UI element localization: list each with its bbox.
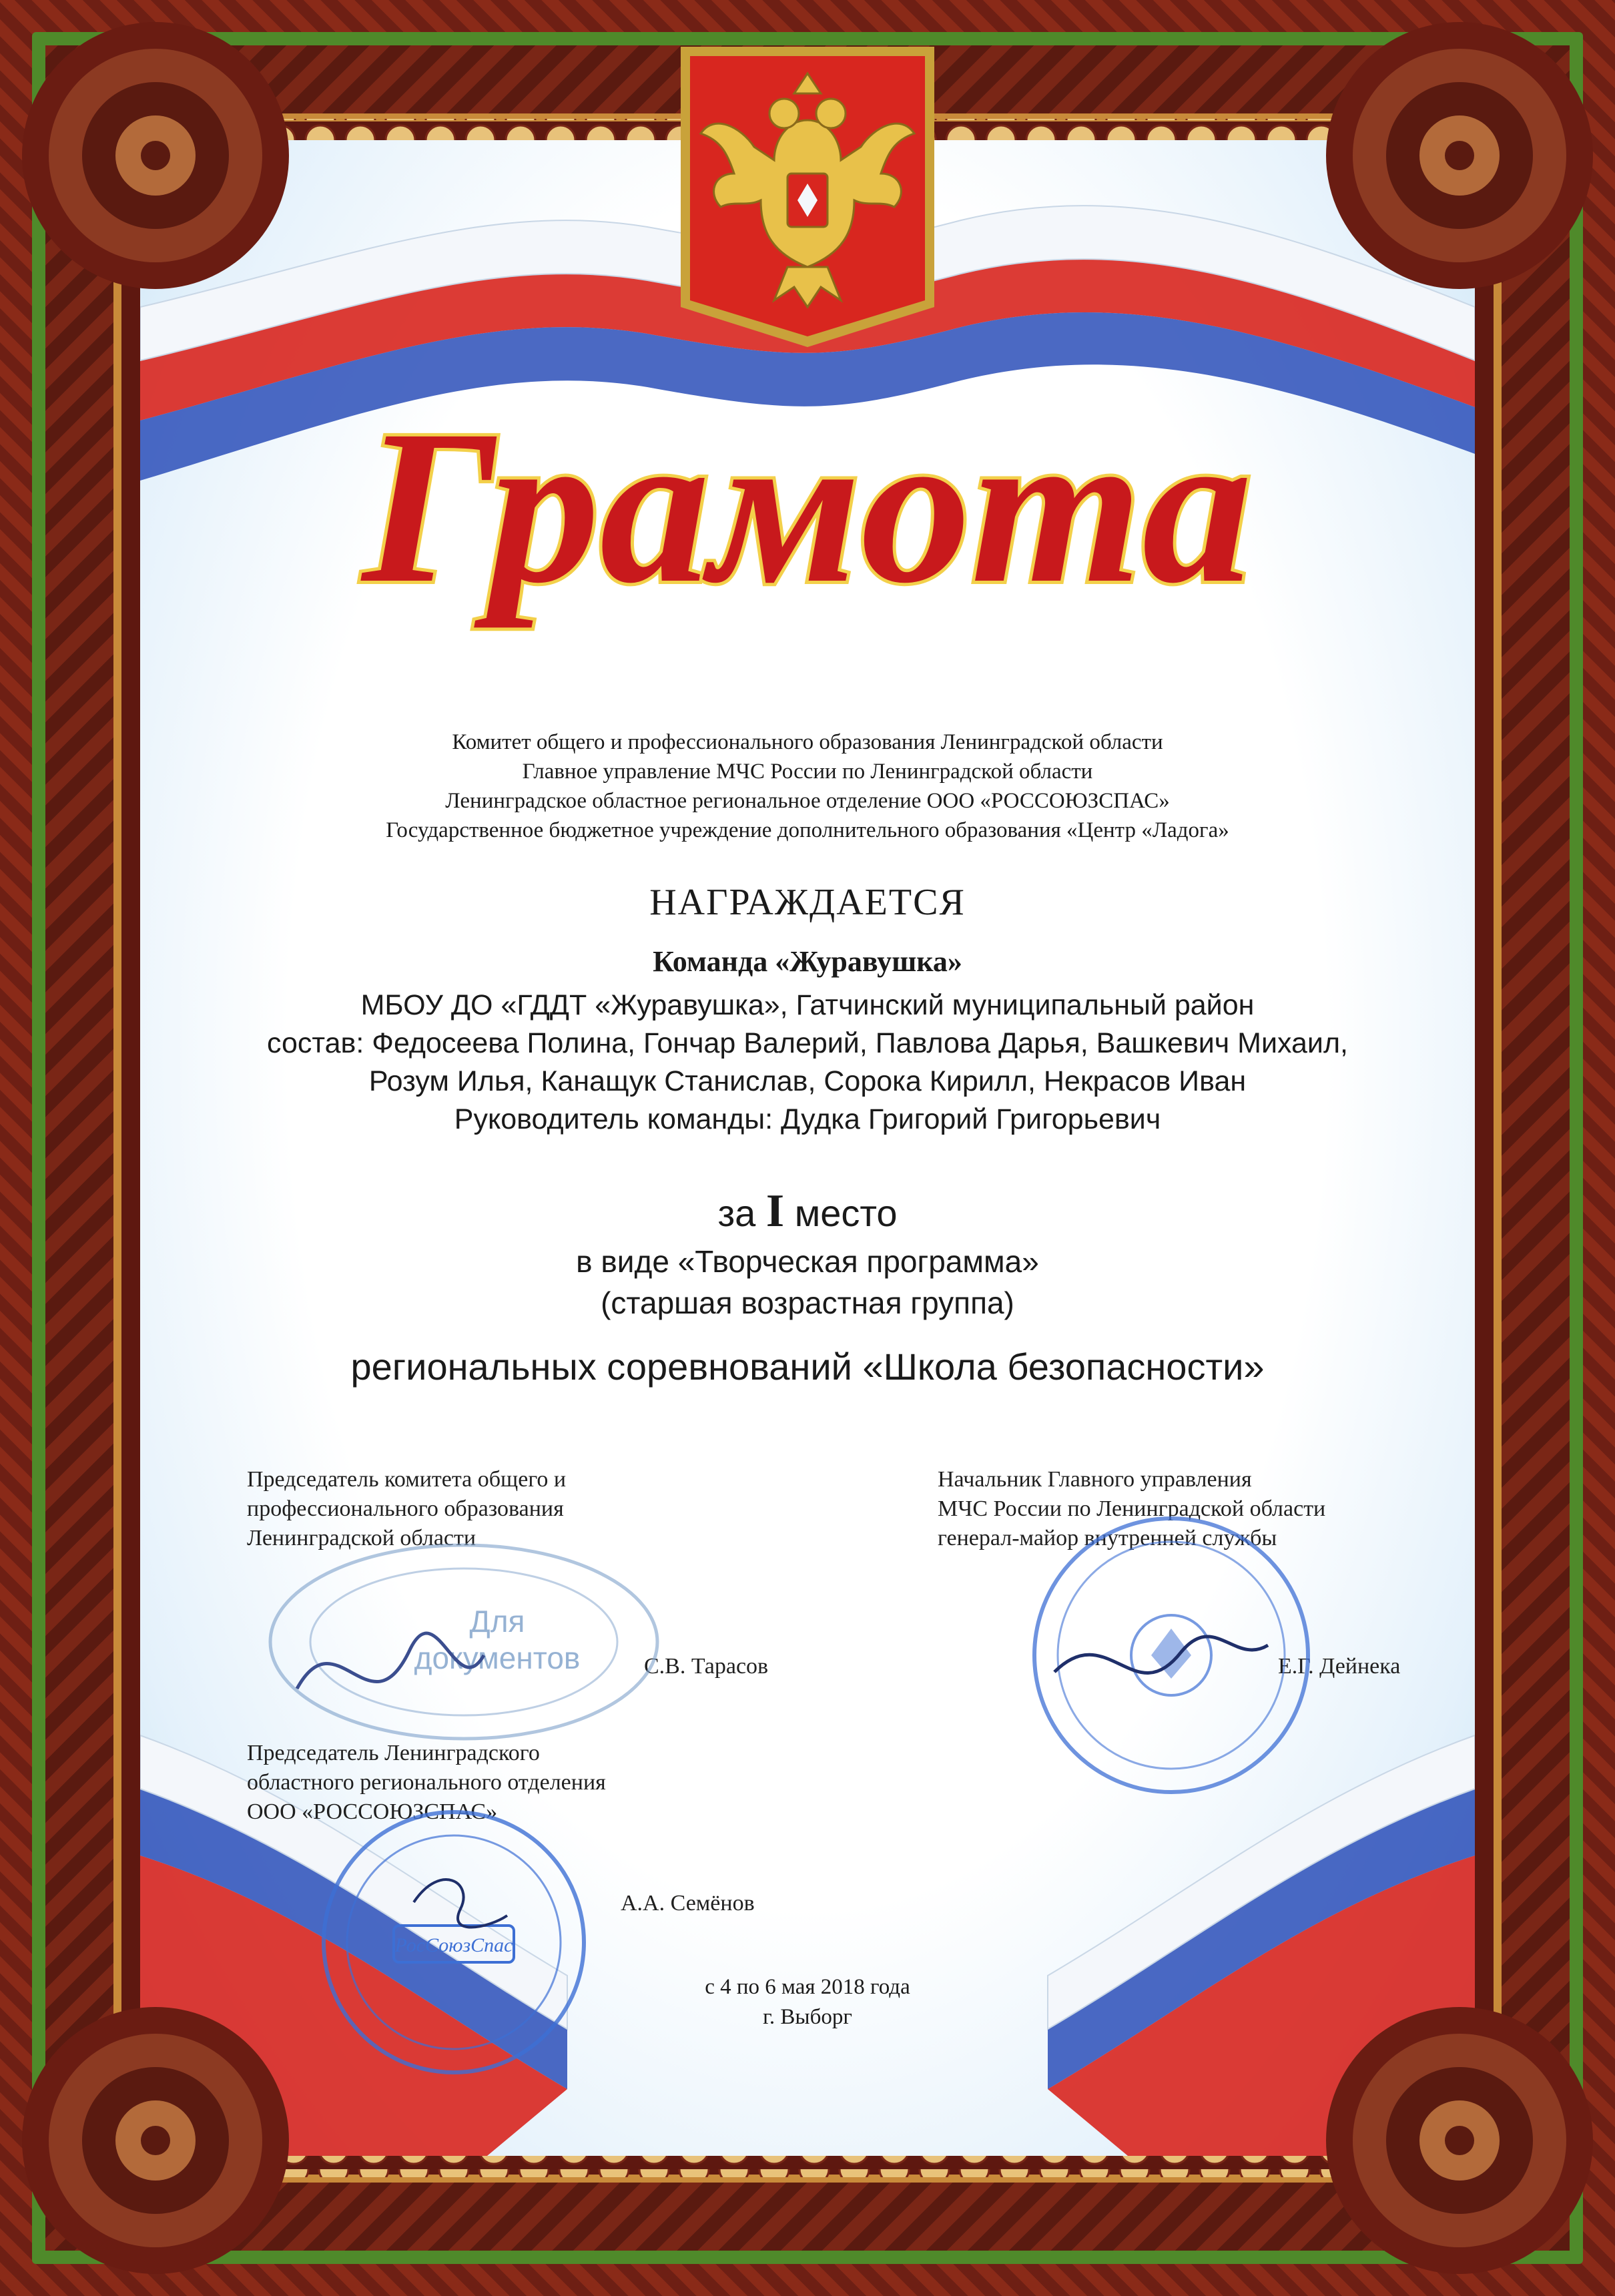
- awarded-heading: НАГРАЖДАЕТСЯ: [649, 882, 966, 923]
- certificate-title: [260, 327, 1355, 674]
- place-line: [0, 1185, 1615, 1238]
- team-name: Команда «Журавушка»: [653, 945, 962, 978]
- stamp-text-line: документов: [414, 1641, 581, 1675]
- corner-ornament-bottom-right: [1316, 1997, 1603, 2284]
- organizers-block: [0, 728, 1615, 845]
- event-date: с 4 по 6 мая 2018 года: [705, 1975, 910, 1999]
- corner-ornament-top-left: [12, 12, 299, 299]
- organizer-line: Главное управление МЧС России по Ленинградской области: [522, 760, 1093, 784]
- title-text: Грамота: [362, 385, 1253, 629]
- organizer-line: Комитет общего и профессионального образования Ленинградской области: [452, 730, 1163, 754]
- signatory-title-line: ООО «РОССОЮЗСПАС»: [247, 1799, 498, 1824]
- award-details: [0, 986, 1615, 1139]
- place-suffix: место: [794, 1192, 898, 1234]
- event-city: г. Выборг: [763, 2005, 852, 2029]
- signatory-title-line: профессионального образования: [247, 1496, 564, 1521]
- signatory-title-line: Председатель Ленинградского: [247, 1741, 540, 1765]
- mchs-stamp: [1014, 1512, 1328, 1799]
- age-group-line: (старшая возрастная группа): [601, 1285, 1014, 1320]
- signatory-title-line: Ленинградской области: [247, 1526, 476, 1550]
- russian-coat-of-arms-icon: [674, 40, 941, 354]
- corner-ornament-top-right: [1316, 12, 1603, 299]
- organizer-line: Ленинградское областное региональное отделение ООО «РОССОЮЗСПАС»: [445, 789, 1170, 813]
- signatory-title-line: генерал-майор внутренней службы: [938, 1526, 1277, 1550]
- detail-line: состав: Федосеева Полина, Гончар Валерий, Павлова Дарья, Вашкевич Михаил,: [267, 1027, 1348, 1059]
- category-line: в виде «Творческая программа»: [576, 1244, 1039, 1279]
- signatory-name-mchs: Е.Г. Дейнека: [1278, 1654, 1401, 1679]
- corner-ornament-bottom-left: [12, 1997, 299, 2284]
- place-numeral: I: [765, 1185, 785, 1237]
- stamp-center-text: РосСоюзСпас: [394, 1934, 513, 1956]
- signatory-title-line: областного регионального отделения: [247, 1770, 606, 1795]
- signatory-title-line: Начальник Главного управления: [938, 1467, 1252, 1492]
- signatory-name-committee: С.В. Тарасов: [644, 1654, 769, 1679]
- signatory-title-line: Председатель комитета общего и: [247, 1467, 567, 1492]
- signatory-name-rossoyuzspas: А.А. Семёнов: [621, 1891, 755, 1916]
- signature-scribble: [414, 1880, 507, 1927]
- detail-line: Руководитель команды: Дудка Григорий Григорьевич: [454, 1103, 1161, 1135]
- organizer-line: Государственное бюджетное учреждение дополнительного образования «Центр «Ладога»: [386, 818, 1229, 842]
- stamp-text-line: Для: [469, 1604, 525, 1639]
- place-prefix: за: [717, 1192, 756, 1234]
- detail-line: Розум Илья, Канащук Станислав, Сорока Кирилл, Некрасов Иван: [368, 1065, 1247, 1097]
- committee-stamp: [257, 1535, 671, 1749]
- competition-line: региональных соревнований «Школа безопасности»: [350, 1346, 1265, 1388]
- detail-line: МБОУ ДО «ГДДТ «Журавушка», Гатчинский муниципальный район: [360, 989, 1255, 1021]
- signatory-title-line: МЧС России по Ленинградской области: [938, 1496, 1326, 1521]
- rossoyuzspas-stamp: [314, 1802, 594, 2082]
